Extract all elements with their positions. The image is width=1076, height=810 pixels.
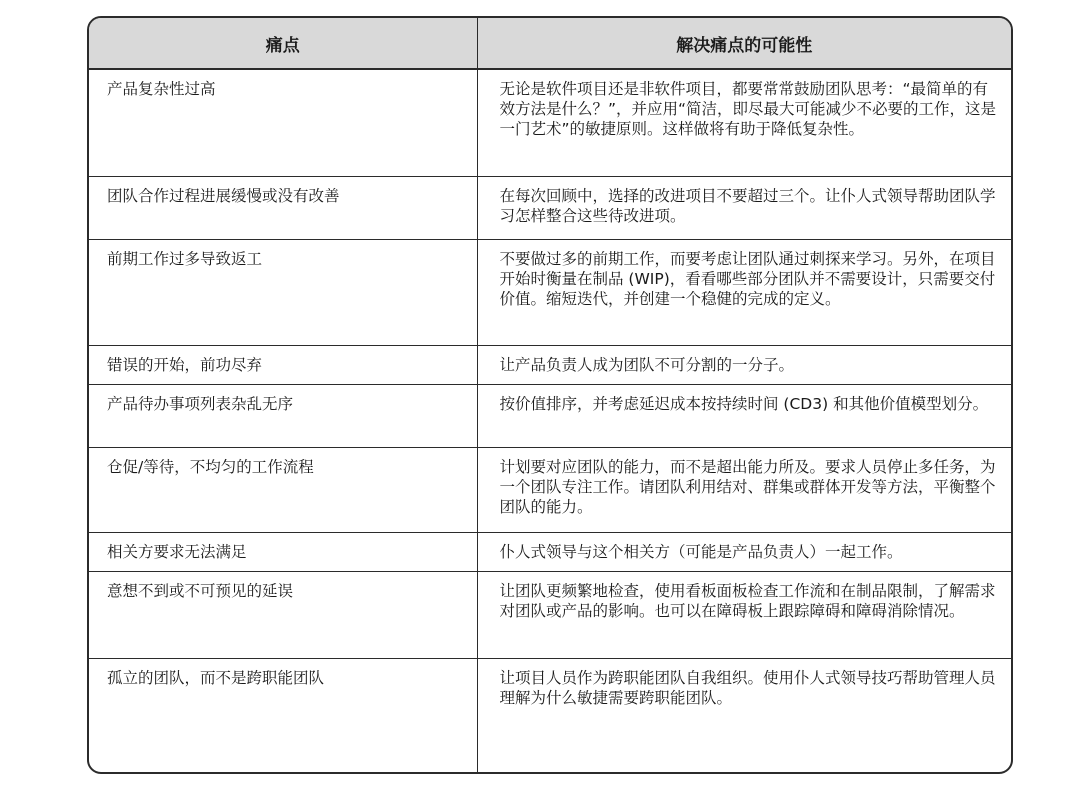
solution-cell: 在每次回顾中，选择的改进项目不要超过三个。让仆人式领导帮助团队学习怎样整合这些待改进项。 [477, 176, 1011, 239]
pain-points-table-frame [87, 16, 1013, 774]
table-row [89, 345, 1011, 384]
pain-cell: 团队合作过程进展缓慢或没有改善 [89, 176, 477, 239]
table-row [89, 658, 1011, 772]
solution-cell: 让项目人员作为跨职能团队自我组织。使用仆人式领导技巧帮助管理人员理解为什么敏捷需要跨职能团队。 [499, 668, 996, 707]
pain-cell: 孤立的团队，而不是跨职能团队 [89, 658, 477, 772]
solution-cell: 无论是软件项目还是非软件项目，都要常常鼓励团队思考：“最简单的有效方法是什么？”，并应用“简洁，即尽最大可能减少不必要的工作，这是一门艺术”的敏捷原则。这样做将有助于降低复杂性。 [477, 69, 1011, 176]
table-row [89, 239, 1011, 345]
table-row [89, 532, 1011, 571]
table-row [89, 447, 1011, 532]
pain-points-table [89, 18, 1011, 772]
solution-cell: 仆人式领导与这个相关方（可能是产品负责人）一起工作。 [477, 532, 1011, 571]
solution-cell: 按价值排序，并考虑延迟成本按持续时间 (CD3) 和其他价值模型划分。 [477, 384, 1011, 447]
pain-cell: 意想不到或不可预见的延误 [89, 571, 477, 658]
pain-cell: 产品待办事项列表杂乱无序 [89, 384, 477, 447]
solution-cell: 让团队更频繁地检查，使用看板面板检查工作流和在制品限制，了解需求对团队或产品的影响。也可以在障碍板上跟踪障碍和障碍消除情况。 [477, 571, 1011, 658]
table-header-row [89, 18, 1011, 69]
pain-cell: 相关方要求无法满足 [89, 532, 477, 571]
pain-cell: 产品复杂性过高 [89, 69, 477, 176]
solution-cell: 不要做过多的前期工作，而要考虑让团队通过刺探来学习。另外，在项目开始时衡量在制品 (WIP)，看看哪些部分团队并不需要设计，只需要交付价值。缩短迭代，并创建一个稳健的完成的定义。 [477, 239, 1011, 345]
header-solution: 解决痛点的可能性 [477, 18, 1011, 69]
table-row [89, 176, 1011, 239]
table-row [89, 571, 1011, 658]
solution-cell: 让产品负责人成为团队不可分割的一分子。 [477, 345, 1011, 384]
pain-cell: 仓促/等待，不均匀的工作流程 [89, 447, 477, 532]
table-row [89, 384, 1011, 447]
header-pain-point: 痛点 [89, 18, 477, 69]
pain-cell: 错误的开始，前功尽弃 [89, 345, 477, 384]
pain-cell: 前期工作过多导致返工 [89, 239, 477, 345]
table-row [89, 69, 1011, 176]
solution-cell: 计划要对应团队的能力，而不是超出能力所及。要求人员停止多任务，为一个团队专注工作。请团队利用结对、群集或群体开发等方法，平衡整个团队的能力。 [477, 447, 1011, 532]
